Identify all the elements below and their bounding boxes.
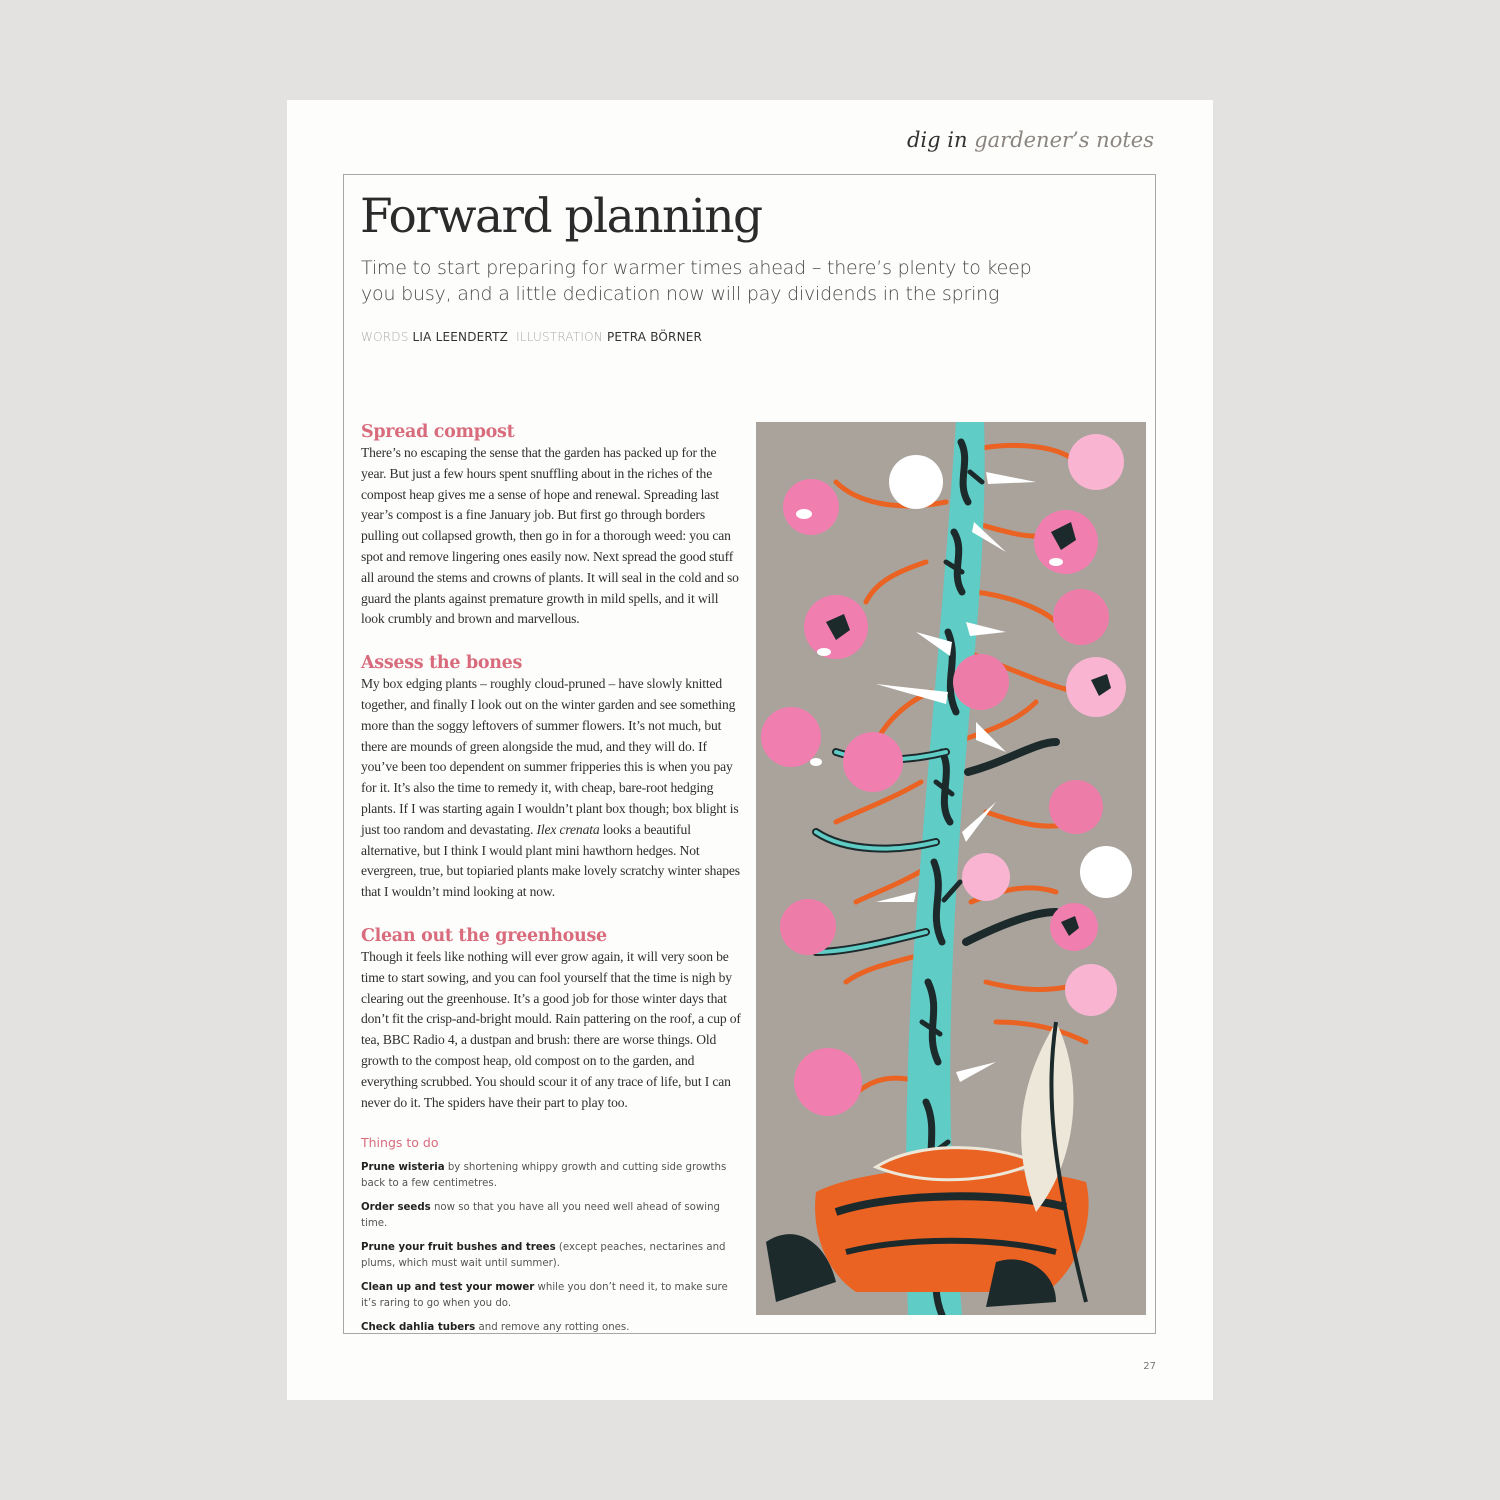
tree-illustration (756, 422, 1146, 1315)
todo-item (361, 1240, 743, 1272)
things-to-do-heading: Things to do (361, 1135, 439, 1151)
section-text (361, 674, 743, 903)
words-label: WORDS (361, 330, 409, 344)
todo-item-text: by shortening whippy growth and cutting side growths back to a few centimetres. (361, 1162, 727, 1190)
todo-item-text: (except peaches, nectarines and plums, which must wait until summer). (361, 1242, 726, 1270)
article-title: Forward planning (360, 189, 762, 244)
todo-item-bold: Clean up and test your mower (361, 1282, 535, 1294)
tree-illustration-art (756, 422, 1146, 1315)
section-text: Though it feels like nothing will ever grow again, it will very soon be time to start sowing, and you can fool yourself that the time is nigh by clearing out the greenhouse. It’s a good job for those winter days that don’t fit the crisp-and-bright mould. Rain pattering on the roof, a cup of tea, BBC Radio 4, a dustpan and brush: there are worse things. Old growth to the compost heap, old compost on to the garden, and everything scrubbed. You should scour it of any trace of life, but I can never do it. The spiders have their part to play too. (361, 948, 741, 1110)
todo-item-bold: Check dahlia tubers (361, 1322, 476, 1334)
todo-item-text: and remove any rotting ones. (478, 1322, 630, 1334)
todo-item (361, 1200, 743, 1232)
todo-item (361, 1280, 743, 1312)
plant-name: Ilex crenata (536, 821, 600, 837)
section-text: There’s no escaping the sense that the garden has packed up for the year. But just a few hours spent snuffling about in the riches of the compost heap gives me a sense of hope and renewal. Spreading last year’s compost is a fine January job. But first go through borders pulling out collapsed growth, then go in for a thorough weed: you can spot and remove lingering ones easily now. Next spread the good stuff all around the stems and crowns of plants. It will seal in the cold and so guard the plants against premature growth in mild spells, and it will look crumbly and brown and marvellous. (361, 445, 739, 627)
todo-item-bold: Prune wisteria (361, 1162, 445, 1174)
article-frame (343, 174, 1156, 1334)
todo-item-bold: Order seeds (361, 1202, 431, 1214)
section-heading: Spread compost (361, 422, 515, 442)
section-heading: Assess the bones (361, 653, 523, 674)
todo-item (361, 1320, 743, 1336)
page-number: 27 (1143, 1361, 1156, 1372)
illustration-label: ILLUSTRATION (516, 330, 603, 344)
credits (361, 330, 702, 344)
todo-item (361, 1160, 743, 1192)
words-name: LIA LEENDERTZ (412, 330, 509, 344)
body-column (361, 421, 743, 1344)
todo-item-text: while you don’t need it, to make sure it’s raring to go when you do. (361, 1282, 728, 1310)
section-text-part: My box edging plants – roughly cloud-pruned – have slowly knitted together, and finally I look out on the winter garden and see something more than the soggy leftovers of summer flowers. It’s not much, but there are mounds of green alongside the mud, and they will do. If you’ve been too dependent on summer fripperies this is when you pay for it. It’s also the time to remedy it, with cheap, bare-root hedging plants. If I was starting again I wouldn’t plant box though; box blight is just too random and devastating. (361, 676, 739, 837)
illustration-name: PETRA BÖRNER (606, 330, 703, 344)
running-head-subsection: gardener’s notes (974, 128, 1154, 152)
todo-item-text: now so that you have all you need well ahead of sowing time. (361, 1202, 721, 1230)
running-head (907, 128, 1154, 152)
todo-item-bold: Prune your fruit bushes and trees (361, 1242, 556, 1254)
standfirst: Time to start preparing for warmer times ahead – there’s plenty to keep you busy, and a little dedication now will pay dividends in the spring (361, 257, 1032, 305)
running-head-section: dig in (906, 128, 968, 152)
section-text-part: looks a beautiful alternative, but I think I would plant mini hawthorn hedges. Not evergreen, true, but topiaried plants make lovely scratchy winter shapes that I wouldn’t mind looking at now. (361, 821, 740, 900)
section-heading: Clean out the greenhouse (361, 925, 607, 946)
magazine-page (287, 100, 1213, 1400)
